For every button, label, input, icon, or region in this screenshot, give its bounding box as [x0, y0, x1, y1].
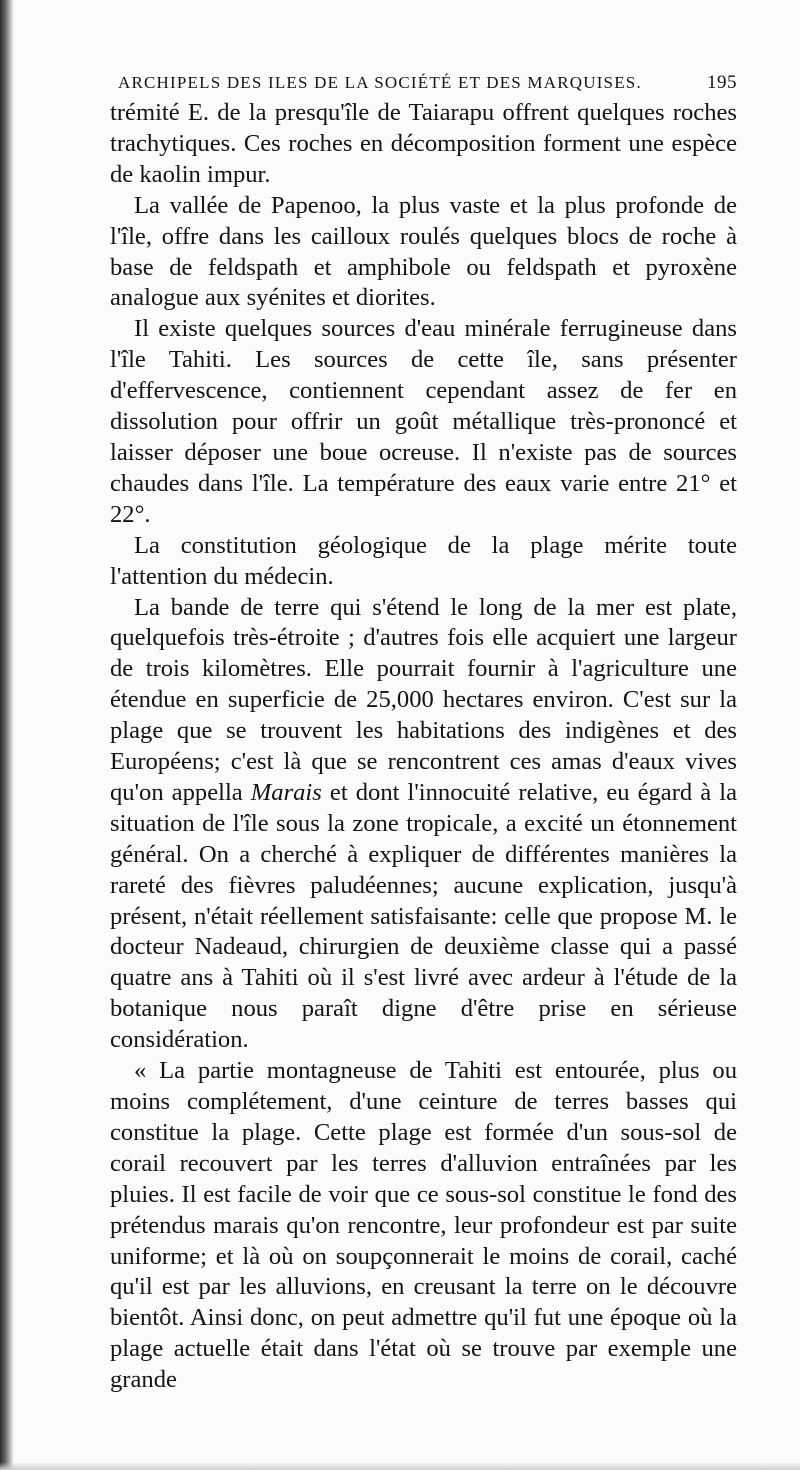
paragraph: trémité E. de la presqu'île de Taiarapu offrent quelques roches trachytiques. Ces roches en décomposition forment une espèce de kaolin impur. [110, 99, 737, 188]
page-number: 195 [707, 72, 737, 93]
italic-term: Marais [250, 778, 322, 806]
page-bottom-edge [0, 1462, 800, 1470]
paragraph: Il existe quelques sources d'eau minérale ferrugineuse dans l'île Tahiti. Les sources de cette île, sans présenter d'effervescence, contiennent cependant assez de fer en dissolution pour offrir un goût métallique très-prononcé et laisser déposer une boue ocreuse. Il n'existe pas de sources chaudes dans l'île. La température des eaux varie entre 21° et 22°. [110, 315, 737, 528]
paragraph-text: La bande de terre qui s'étend le long de la mer est plate, quelquefois très-étroite ; d'autres fois elle acquiert une largeur de trois kilomètres. Elle pourrait fournir à l'agriculture une étendue en superficie de 25,000 hectares environ. C'est sur la plage que se trouvent les habitations des indigènes et des Européens; c'est là que se rencontrent ces amas d'eaux vives qu'on appella [110, 593, 737, 806]
paragraph-text: et dont l'innocuité relative, eu égard à la situation de l'île sous la zone tropicale, a excité un étonnement général. On a cherché à expliquer de différentes manières la rareté des fièvres paludéennes; aucune explication, jusqu'à présent, n'était réellement satisfaisante: celle que propose M. le docteur Nadeaud, chirurgien de deuxième classe qui a passé quatre ans à Tahiti où il s'est livré avec ardeur à l'étude de la botanique nous paraît digne d'être prise en sérieuse considération. [110, 778, 738, 1054]
paragraph: « La partie montagneuse de Tahiti est entourée, plus ou moins complétement, d'une ceinture de terres basses qui constitue la plage. Cette plage est formée d'un sous-sol de corail recouvert par les terres d'alluvion entraînées par les pluies. Il est facile de voir que ce sous-sol constitue le fond des prétendus marais qu'on rencontre, leur profondeur est par suite uniforme; et là où on soupçonnerait le moins de corail, caché qu'il est par les alluvions, en creusant la terre on le découvre bientôt. Ainsi donc, on peut admettre qu'il fut une époque où la plage actuelle était dans l'état où se trouve par exemple une grande [110, 1057, 737, 1394]
body-text [110, 98, 737, 1396]
page-binding-shadow [0, 0, 14, 1470]
paragraph: La constitution géologique de la plage mérite toute l'attention du médecin. [110, 531, 737, 590]
running-head [110, 72, 737, 94]
page-content [110, 72, 737, 1396]
paragraph [110, 593, 737, 1057]
running-head-title: ARCHIPELS DES ILES DE LA SOCIÉTÉ ET DES MARQUISES. [118, 73, 642, 92]
paragraph: La vallée de Papenoo, la plus vaste et la plus profonde de l'île, offre dans les cailloux roulés quelques blocs de roche à base de feldspath et amphibole ou feldspath et pyroxène analogue aux syénites et diorites. [110, 191, 737, 312]
